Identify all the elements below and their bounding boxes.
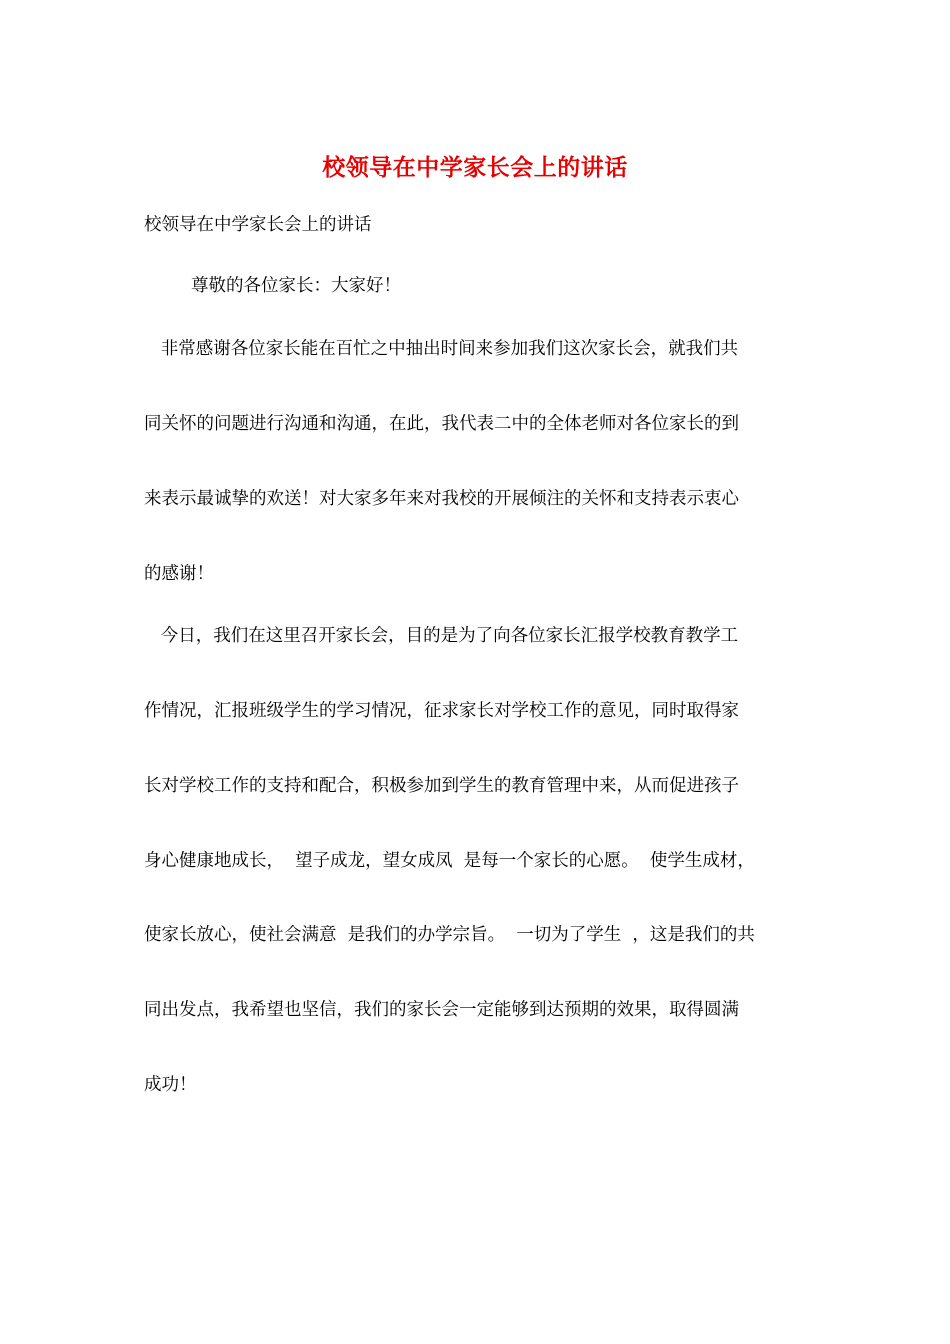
body-line: 的感谢！ xyxy=(144,564,214,584)
body-line: 非常感谢各位家长能在百忙之中抽出时间来参加我们这次家长会，就我们共 xyxy=(144,339,739,359)
document-subtitle: 校领导在中学家长会上的讲话 xyxy=(144,215,372,235)
body-line: 身心健康地成长， 望子成龙，望女成凤 是每一个家长的心愿。 使学生成材， xyxy=(144,851,755,871)
body-line: 今日，我们在这里召开家长会，目的是为了向各位家长汇报学校教育教学工 xyxy=(144,626,739,646)
body-line: 同关怀的问题进行沟通和沟通，在此，我代表二中的全体老师对各位家长的到 xyxy=(144,414,739,434)
body-line: 成功！ xyxy=(144,1075,197,1095)
body-line: 作情况，汇报班级学生的学习情况，征求家长对学校工作的意见，同时取得家 xyxy=(144,701,739,721)
body-line: 同出发点，我希望也坚信，我们的家长会一定能够到达预期的效果，取得圆满 xyxy=(144,1000,739,1020)
greeting-line: 尊敬的各位家长：大家好！ xyxy=(191,276,401,296)
document-title: 校领导在中学家长会上的讲话 xyxy=(322,154,628,181)
body-line: 长对学校工作的支持和配合，积极参加到学生的教育管理中来，从而促进孩子 xyxy=(144,776,739,796)
body-line: 使家长放心，使社会满意 是我们的办学宗旨。 一切为了学生 ，这是我们的共 xyxy=(144,925,755,945)
body-line: 来表示最诚挚的欢送！对大家多年来对我校的开展倾注的关怀和支持表示衷心 xyxy=(144,489,739,509)
